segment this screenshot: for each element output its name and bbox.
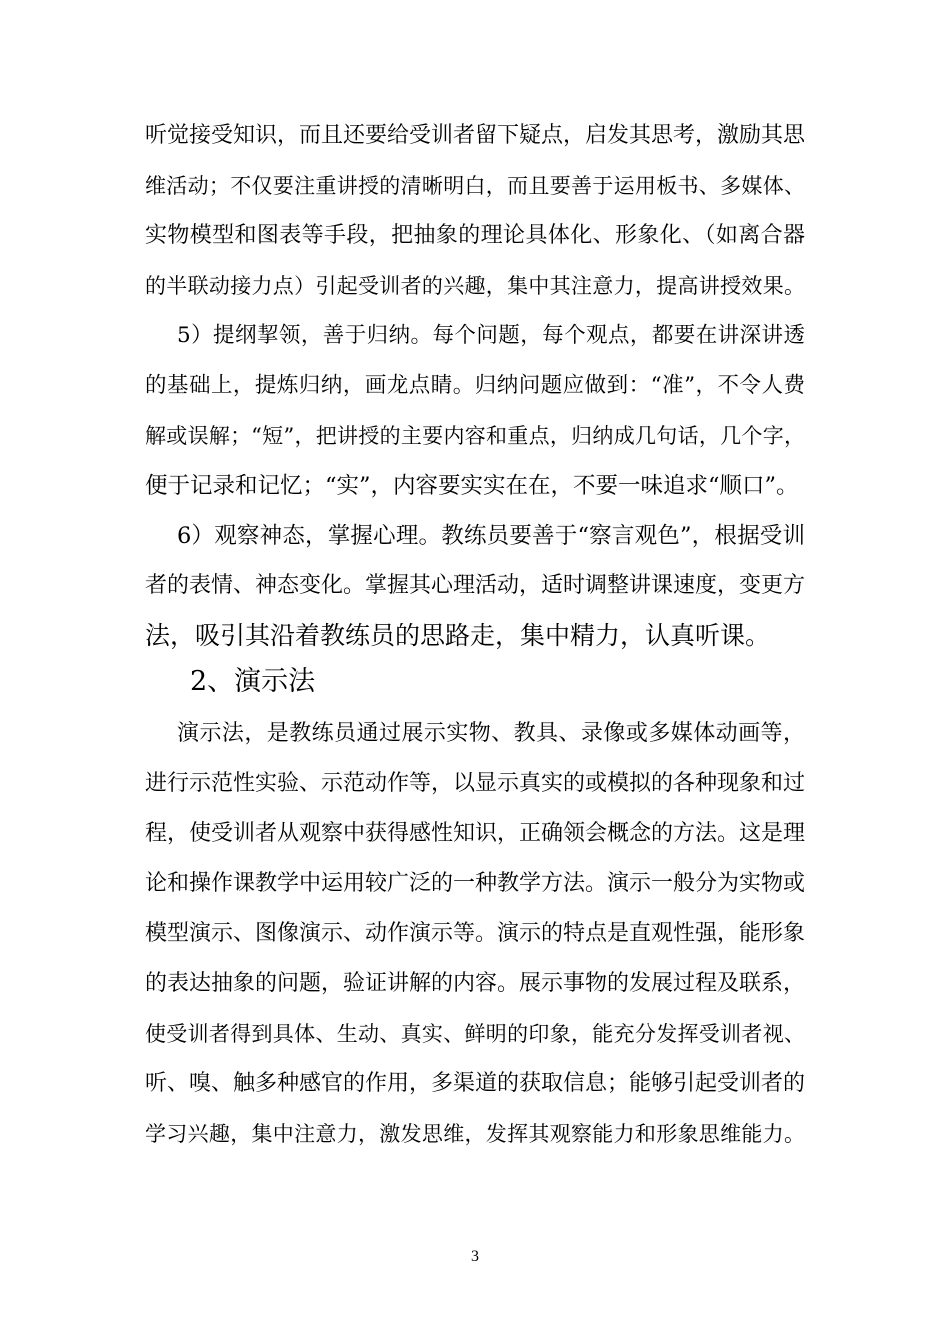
body-text-line: 进行示范性实验、示范动作等，以显示真实的或模拟的各种现象和过 [145,771,806,796]
body-text-line: 便于记录和记忆；“实”，内容要实实在在，不要一味追求“顺口”。 [145,473,799,499]
body-text-line: 者的表情、神态变化。掌握其心理活动，适时调整讲课速度，变更方 [145,573,806,598]
body-text-line: 模型演示、图像演示、动作演示等。演示的特点是直观性强，能形象 [145,921,806,946]
list-item-line: 5）提纲挈领，善于归纳。每个问题，每个观点，都要在讲深讲透 [177,323,805,348]
page-number: 3 [471,1248,479,1265]
list-item-line: 6）观察神态，掌握心理。教练员要善于“察言观色”，根据受训 [177,523,805,549]
body-text-line: 的基础上，提炼归纳，画龙点睛。归纳问题应做到：“准”，不令人费 [145,373,805,398]
section-heading: 2、演示法 [190,666,316,697]
body-text-line: 论和操作课教学中运用较广泛的一种教学方法。演示一般分为实物或 [145,871,806,896]
body-text-line: 使受训者得到具体、生动、真实、鲜明的印象，能充分发挥受训者视、 [145,1022,805,1046]
body-text-line: 学习兴趣，集中注意力，激发思维，发挥其观察能力和形象思维能力。 [145,1122,805,1146]
body-text-line: 听、嗅、触多种感官的作用，多渠道的获取信息；能够引起受训者的 [145,1071,806,1096]
body-text-line: 解或误解；“短”，把讲授的主要内容和重点，归纳成几句话，几个字， [145,424,805,448]
body-text-line: 演示法，是教练员通过展示实物、教具、录像或多媒体动画等， [177,721,805,746]
body-text-line: 的表达抽象的问题，验证讲解的内容。展示事物的发展过程及联系， [145,971,806,996]
body-text-line: 听觉接受知识，而且还要给受训者留下疑点，启发其思考，激励其思 [145,123,806,148]
body-text-line: 法，吸引其沿着教练员的思路走，集中精力，认真听课。 [145,621,771,650]
body-text-line: 程，使受训者从观察中获得感性知识，正确领会概念的方法。这是理 [145,821,806,846]
body-text-line: 实物模型和图表等手段，把抽象的理论具体化、形象化、（如离合器 [145,223,805,248]
body-text-line: 的半联动接力点）引起受训者的兴趣，集中其注意力，提高讲授效果。 [145,274,805,298]
body-text-line: 维活动；不仅要注重讲授的清晰明白，而且要善于运用板书、多媒体、 [145,174,805,198]
